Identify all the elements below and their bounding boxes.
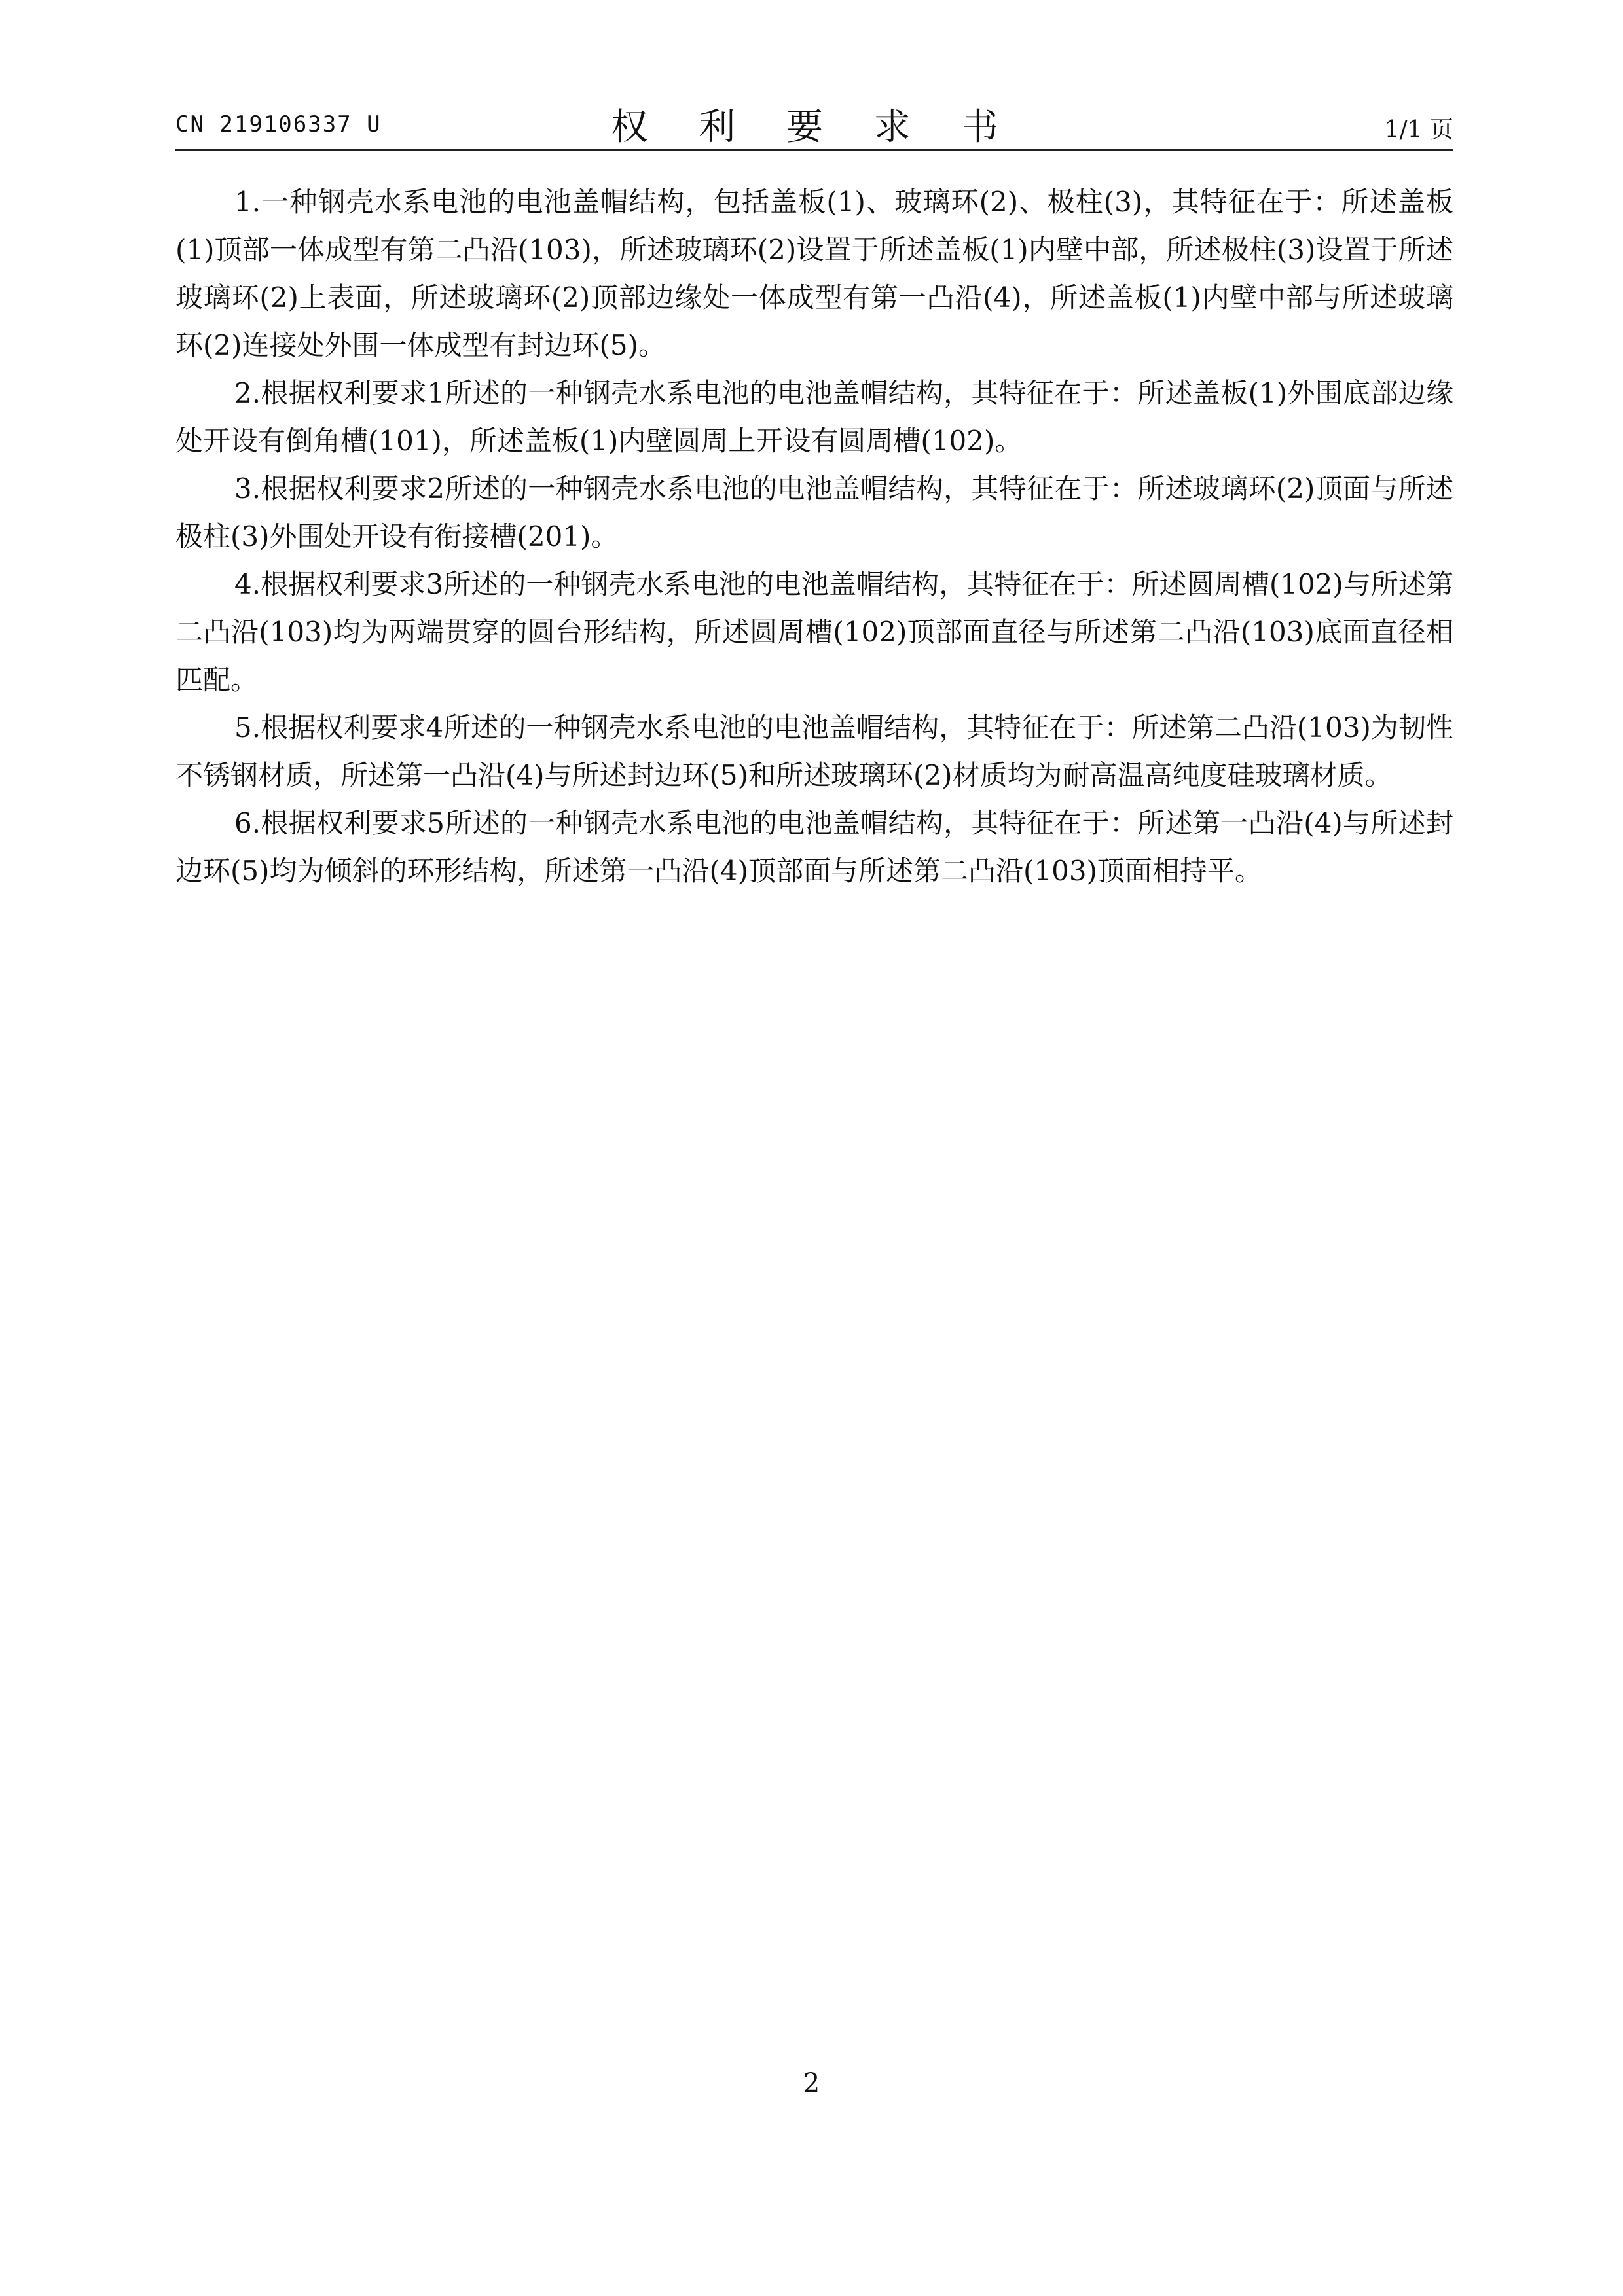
page-number: 2 bbox=[803, 2068, 820, 2098]
page-header bbox=[175, 98, 1453, 151]
publication-number: CN 219106337 U bbox=[175, 111, 382, 137]
claim-2: 2.根据权利要求1所述的一种钢壳水系电池的电池盖帽结构，其特征在于：所述盖板(1)外围底部边缘处开设有倒角槽(101)，所述盖板(1)内壁圆周上开设有圆周槽(102)。 bbox=[175, 377, 1453, 457]
header-divider bbox=[175, 149, 1453, 151]
page-count: 1/1 页 bbox=[1384, 117, 1453, 143]
claim-1: 1.一种钢壳水系电池的电池盖帽结构，包括盖板(1)、玻璃环(2)、极柱(3)，其特征在于：所述盖板(1)顶部一体成型有第二凸沿(103)，所述玻璃环(2)设置于所述盖板(1)内壁中部，所述极柱(3)设置于所述玻璃环(2)上表面，所述玻璃环(2)顶部边缘处一体成型有第一凸沿(4)，所述盖板(1)内壁中部与所述玻璃环(2)连接处外围一体成型有封边环(5)。 bbox=[175, 186, 1453, 361]
claim-6: 6.根据权利要求5所述的一种钢壳水系电池的电池盖帽结构，其特征在于：所述第一凸沿(4)与所述封边环(5)均为倾斜的环形结构，所述第一凸沿(4)顶部面与所述第二凸沿(103)顶面相持平。 bbox=[175, 807, 1453, 887]
claim-4: 4.根据权利要求3所述的一种钢壳水系电池的电池盖帽结构，其特征在于：所述圆周槽(102)与所述第二凸沿(103)均为两端贯穿的圆台形结构，所述圆周槽(102)顶部面直径与所述第二凸沿(103)底面直径相匹配。 bbox=[175, 568, 1453, 696]
claims-body bbox=[175, 178, 1453, 895]
claim-3: 3.根据权利要求2所述的一种钢壳水系电池的电池盖帽结构，其特征在于：所述玻璃环(2)顶面与所述极柱(3)外围处开设有衔接槽(201)。 bbox=[175, 473, 1453, 552]
document-title: 权 利 要 求 书 bbox=[611, 106, 1018, 149]
claim-5: 5.根据权利要求4所述的一种钢壳水系电池的电池盖帽结构，其特征在于：所述第二凸沿(103)为韧性不锈钢材质，所述第一凸沿(4)与所述封边环(5)和所述玻璃环(2)材质均为耐高温高纯度硅玻璃材质。 bbox=[175, 711, 1453, 791]
